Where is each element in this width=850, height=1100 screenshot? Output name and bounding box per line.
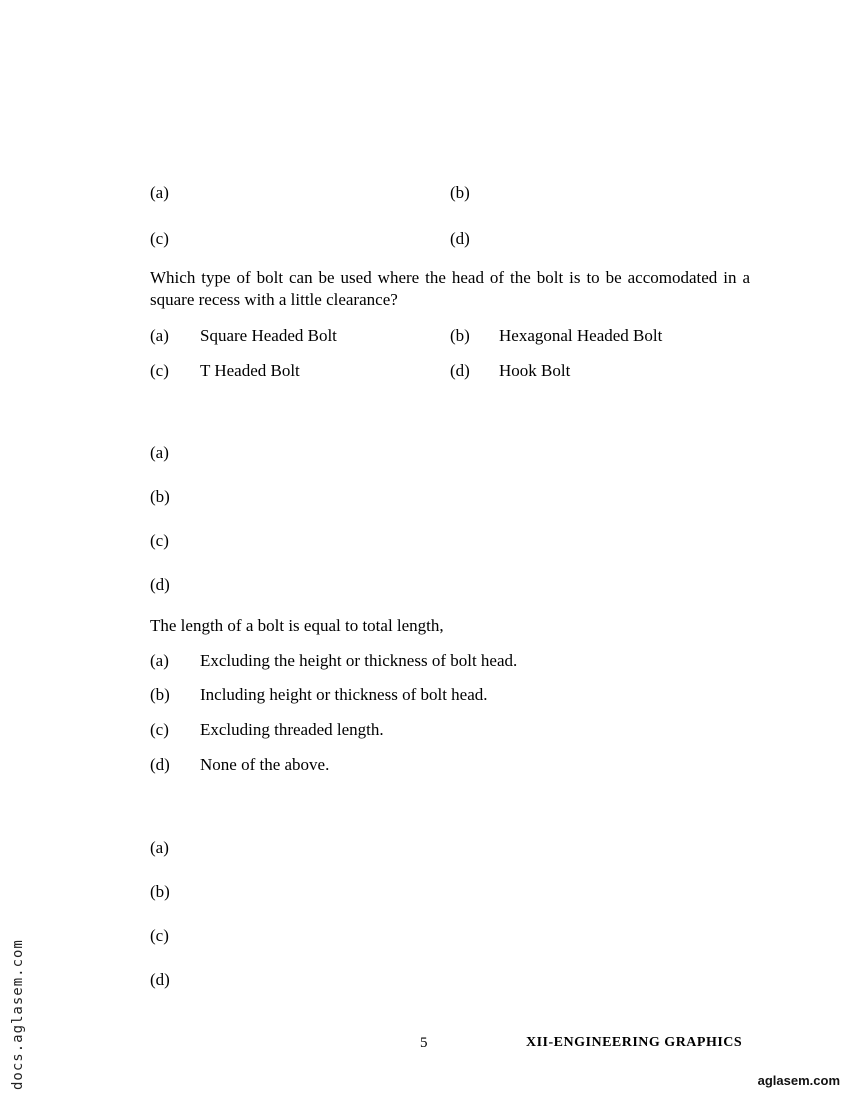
q3-option-b-label: (b) <box>150 487 170 506</box>
q5-option-c-label: (c) <box>150 926 169 945</box>
q1-option-a-label: (a) <box>150 183 169 202</box>
q1-option-c-label: (c) <box>150 229 169 248</box>
side-watermark: docs.aglasem.com <box>10 939 26 1090</box>
q4-option-d-text: None of the above. <box>200 755 330 774</box>
q4-option-d-label: (d) <box>150 755 170 774</box>
q2-option-b-text: Hexagonal Headed Bolt <box>499 326 663 345</box>
q3-option-c-label: (c) <box>150 531 169 550</box>
q2-question-text: Which type of bolt can be used where the head of the bolt is to be accomodated in a square recess with a little clearance? <box>150 268 750 309</box>
q2-option-d-text: Hook Bolt <box>499 361 571 380</box>
q5-option-a-label: (a) <box>150 838 169 857</box>
q2-option-c-label: (c) <box>150 361 169 380</box>
footer-title: XII-ENGINEERING GRAPHICS <box>526 1035 743 1050</box>
q3-option-a-label: (a) <box>150 443 169 462</box>
q4-question-text: The length of a bolt is equal to total length, <box>150 616 444 635</box>
q2-option-b-label: (b) <box>450 326 470 345</box>
q1-option-b-label: (b) <box>450 183 470 202</box>
q3-option-d-label: (d) <box>150 575 170 594</box>
q4-option-c-text: Excluding threaded length. <box>200 720 384 739</box>
brand-watermark: aglasem.com <box>757 1073 840 1088</box>
q5-option-b-label: (b) <box>150 882 170 901</box>
q1-option-d-label: (d) <box>450 229 470 248</box>
q2-option-c-text: T Headed Bolt <box>200 361 300 380</box>
q5-option-d-label: (d) <box>150 970 170 989</box>
q2-option-a-label: (a) <box>150 326 169 345</box>
q2-option-a-text: Square Headed Bolt <box>200 326 337 345</box>
q4-option-c-label: (c) <box>150 720 169 739</box>
page-number: 5 <box>420 1035 428 1051</box>
q4-option-a-label: (a) <box>150 651 169 670</box>
q4-option-b-text: Including height or thickness of bolt head. <box>200 685 488 704</box>
q4-option-b-label: (b) <box>150 685 170 704</box>
q4-option-a-text: Excluding the height or thickness of bolt head. <box>200 651 518 670</box>
q2-option-d-label: (d) <box>450 361 470 380</box>
